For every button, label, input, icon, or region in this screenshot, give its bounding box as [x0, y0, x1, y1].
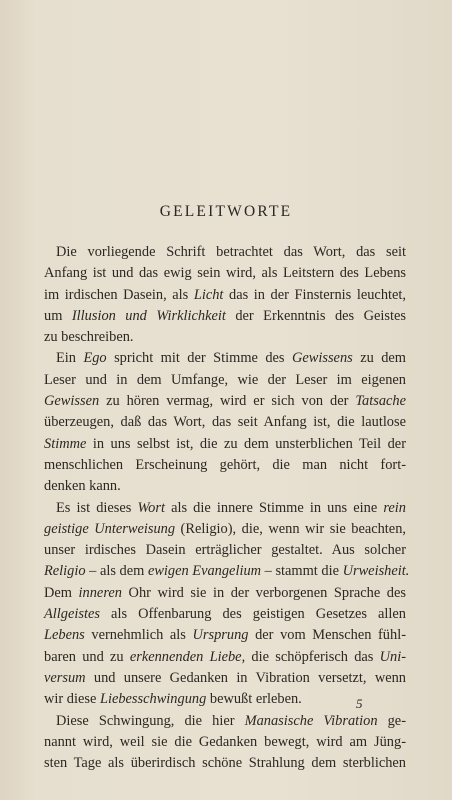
text-line — [44, 561, 410, 582]
italic-text: Illusion und Wirklichkeit — [71, 307, 226, 324]
italic-text: Gewissen — [44, 393, 100, 410]
text-line — [44, 242, 406, 263]
text-segment: denken kann. — [44, 478, 121, 495]
italic-text: ewigen Evangelium — [147, 563, 262, 580]
page-number: 5 — [356, 696, 363, 711]
text-line — [44, 604, 406, 625]
italic-text: Licht — [193, 286, 224, 303]
text-segment: Diese Schwingung, die hier — [56, 712, 245, 729]
text-line — [44, 753, 406, 774]
text-segment: zu hören vermag, wird er sich von der — [99, 393, 356, 410]
text-segment: als Offenbarung des geistigen Gesetzes allen — [99, 606, 406, 623]
text-segment: Anfang ist und das ewig sein wird, als Leitstern des Lebens — [44, 265, 406, 282]
text-segment: und unsere Gedanken in Vibration versetzt, wenn — [85, 669, 406, 686]
text-line — [44, 540, 406, 561]
text-line — [44, 391, 406, 412]
italic-text: Lebens — [44, 627, 85, 644]
italic-text: Ego — [83, 350, 107, 367]
text-line — [44, 327, 406, 348]
text-segment: die schöpferisch das — [245, 648, 380, 665]
text-segment: der vom Menschen fühl- — [248, 627, 406, 644]
text-segment: ge- — [377, 712, 406, 729]
text-segment: um — [44, 307, 72, 324]
text-line — [44, 476, 406, 497]
text-line — [44, 285, 406, 306]
italic-text: inneren — [78, 584, 122, 601]
text-line — [44, 498, 406, 519]
italic-text: Religio — [44, 563, 86, 580]
italic-text: Gewissens — [291, 350, 353, 367]
text-line — [44, 711, 406, 732]
text-segment: menschlichen Erscheinung gehört, die man nicht fort- — [44, 456, 406, 473]
text-segment: Ohr wird sie in der verborgenen Sprache des — [121, 584, 406, 601]
text-line — [44, 412, 406, 433]
text-segment: zu dem — [352, 350, 406, 367]
text-segment: zu beschreiben. — [44, 329, 134, 346]
text-segment: nannt wird, weil sie die Gedanken bewegt, wird am Jüng- — [44, 733, 406, 750]
text-line — [44, 732, 406, 753]
text-line — [44, 583, 406, 604]
text-segment: spricht mit der Stimme des — [106, 350, 292, 367]
italic-text: Wort — [137, 499, 165, 516]
text-line — [44, 263, 406, 284]
text-line — [44, 625, 406, 646]
italic-text: rein — [383, 499, 406, 516]
italic-text: Liebesschwingung — [99, 691, 207, 708]
text-segment: Leser und in dem Umfange, wie der Leser im eigenen — [44, 371, 406, 388]
text-line — [44, 668, 406, 689]
chapter-heading: GELEITWORTE — [159, 203, 293, 220]
text-segment: bewußt erleben. — [206, 691, 302, 708]
italic-text: Allgeistes — [44, 606, 100, 623]
italic-text: geistige Unterweisung — [44, 520, 176, 537]
italic-text: Ursprung — [192, 627, 249, 644]
text-segment: als die innere Stimme in uns eine — [164, 499, 384, 516]
text-segment: (Religio), die, wenn wir sie beachten, — [175, 520, 406, 537]
text-segment: Es ist dieses — [56, 499, 138, 516]
text-segment: baren und zu — [44, 648, 130, 665]
italic-text: Stimme — [44, 435, 87, 452]
text-segment: vernehmlich als — [84, 627, 193, 644]
text-segment: wir diese — [44, 691, 100, 708]
text-line — [44, 689, 406, 710]
text-segment: im irdischen Dasein, als — [44, 286, 194, 303]
italic-text: Manasische Vibration — [244, 712, 378, 729]
text-segment: unser irdisches Dasein erträglicher gestaltet. Aus solcher — [44, 542, 406, 559]
text-segment: überzeugen, daß das Wort, das seit Anfang ist, die lautlose — [44, 414, 406, 431]
text-line — [44, 455, 406, 476]
text-line — [44, 370, 406, 391]
text-segment: – stammt die — [261, 563, 343, 580]
text-line — [44, 348, 406, 369]
text-segment: Ein — [56, 350, 84, 367]
italic-text: erkennenden Liebe, — [129, 648, 246, 665]
text-line — [44, 519, 406, 540]
body-text — [44, 242, 410, 774]
text-segment: Die vorliegende Schrift betrachtet das Wort, das seit — [56, 244, 406, 260]
text-segment: sten Tage als überirdisch schöne Strahlung dem sterblichen — [44, 755, 406, 772]
text-segment: in uns selbst ist, die zu dem unsterblichen Teil der — [86, 435, 406, 452]
italic-text: Urweisheit. — [342, 563, 410, 580]
text-line — [44, 434, 406, 455]
text-line — [44, 306, 406, 327]
italic-text: Tatsache — [355, 393, 406, 410]
text-segment: Dem — [44, 584, 79, 601]
text-segment: – als dem — [85, 563, 148, 580]
italic-text: versum — [44, 669, 86, 686]
text-segment: der Erkenntnis des Geistes — [225, 307, 406, 324]
text-segment: das in der Finsternis leuchtet, — [223, 286, 406, 303]
italic-text: Uni- — [379, 648, 406, 665]
text-line — [44, 647, 406, 668]
